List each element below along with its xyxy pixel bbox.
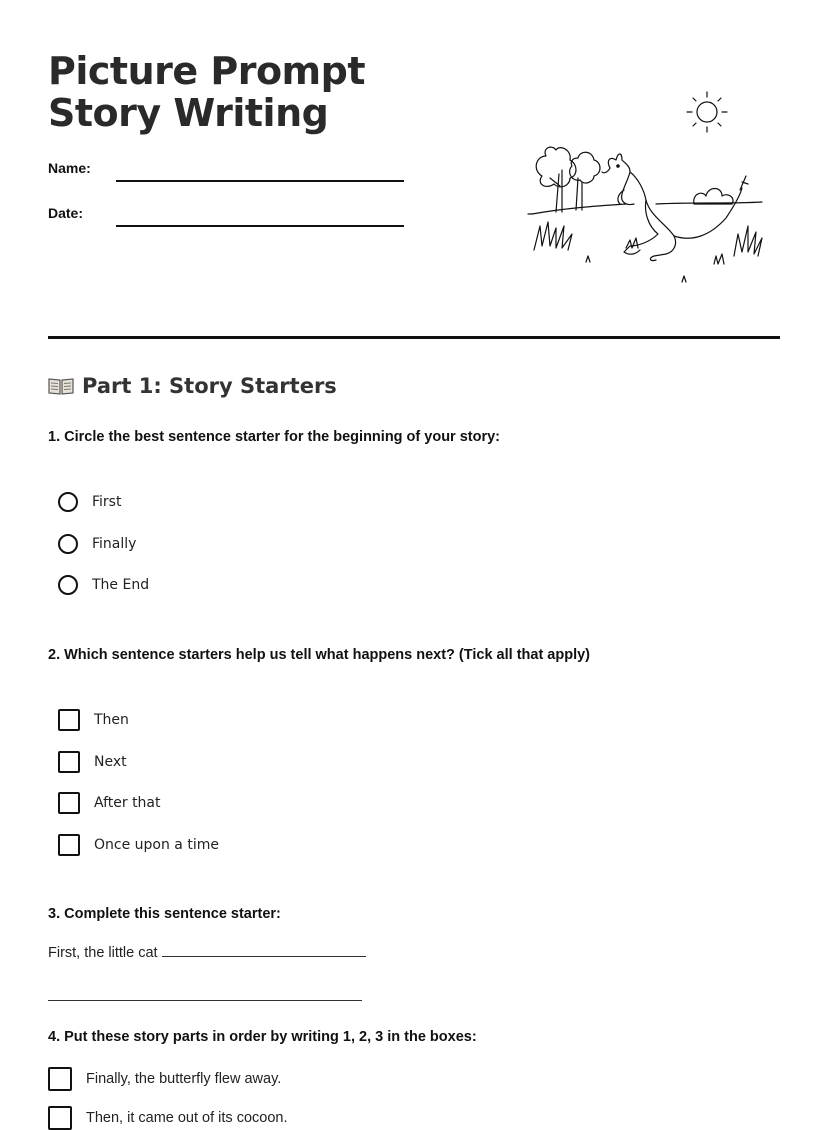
kangaroo-scene-illustration <box>526 86 770 290</box>
name-label: Name: <box>48 160 91 176</box>
section-divider <box>48 336 780 339</box>
checkbox[interactable] <box>58 834 80 856</box>
order-item[interactable] <box>48 1106 288 1130</box>
date-field[interactable] <box>116 225 404 227</box>
name-field[interactable] <box>116 180 404 182</box>
option-label: Next <box>94 754 127 770</box>
option-label: Then <box>94 712 129 728</box>
answer-line[interactable] <box>48 1000 362 1001</box>
question-3: 3. Complete this sentence starter: <box>48 906 281 922</box>
option-label: First <box>92 494 122 510</box>
sun-icon <box>687 92 727 132</box>
option-label: Once upon a time <box>94 837 219 853</box>
q1-option[interactable] <box>58 492 121 512</box>
radio-button[interactable] <box>58 575 78 595</box>
q2-option[interactable] <box>58 792 161 814</box>
open-book-icon <box>48 376 74 396</box>
question-2: 2. Which sentence starters help us tell what happens next? (Tick all that apply) <box>48 647 591 663</box>
radio-button[interactable] <box>58 492 78 512</box>
part1-title: Part 1: Story Starters <box>82 374 337 398</box>
q2-option[interactable] <box>58 751 127 773</box>
option-label: After that <box>94 795 161 811</box>
q2-option[interactable] <box>58 834 219 856</box>
page-title: Picture Prompt Story Writing <box>48 49 366 135</box>
prompt-text: First, the little cat <box>48 945 158 961</box>
order-text: Then, it came out of its cocoon. <box>86 1110 288 1126</box>
checkbox[interactable] <box>58 709 80 731</box>
order-text: Finally, the butterfly flew away. <box>86 1071 282 1087</box>
question-1: 1. Circle the best sentence starter for the beginning of your story: <box>48 429 501 445</box>
checkbox[interactable] <box>58 751 80 773</box>
checkbox[interactable] <box>58 792 80 814</box>
date-label: Date: <box>48 205 84 221</box>
kangaroo-icon <box>602 154 748 261</box>
q2-option[interactable] <box>58 709 129 731</box>
order-box[interactable] <box>48 1106 72 1130</box>
option-label: The End <box>92 577 150 593</box>
tree-icon <box>536 147 600 212</box>
option-label: Finally <box>92 536 137 552</box>
answer-blank[interactable] <box>162 944 366 957</box>
order-item[interactable] <box>48 1067 281 1091</box>
question-4: 4. Put these story parts in order by writing 1, 2, 3 in the boxes: <box>48 1029 477 1045</box>
order-box[interactable] <box>48 1067 72 1091</box>
q1-option[interactable] <box>58 575 149 595</box>
part1-heading <box>48 374 337 398</box>
q1-option[interactable] <box>58 534 136 554</box>
radio-button[interactable] <box>58 534 78 554</box>
sentence-prompt <box>48 944 366 961</box>
